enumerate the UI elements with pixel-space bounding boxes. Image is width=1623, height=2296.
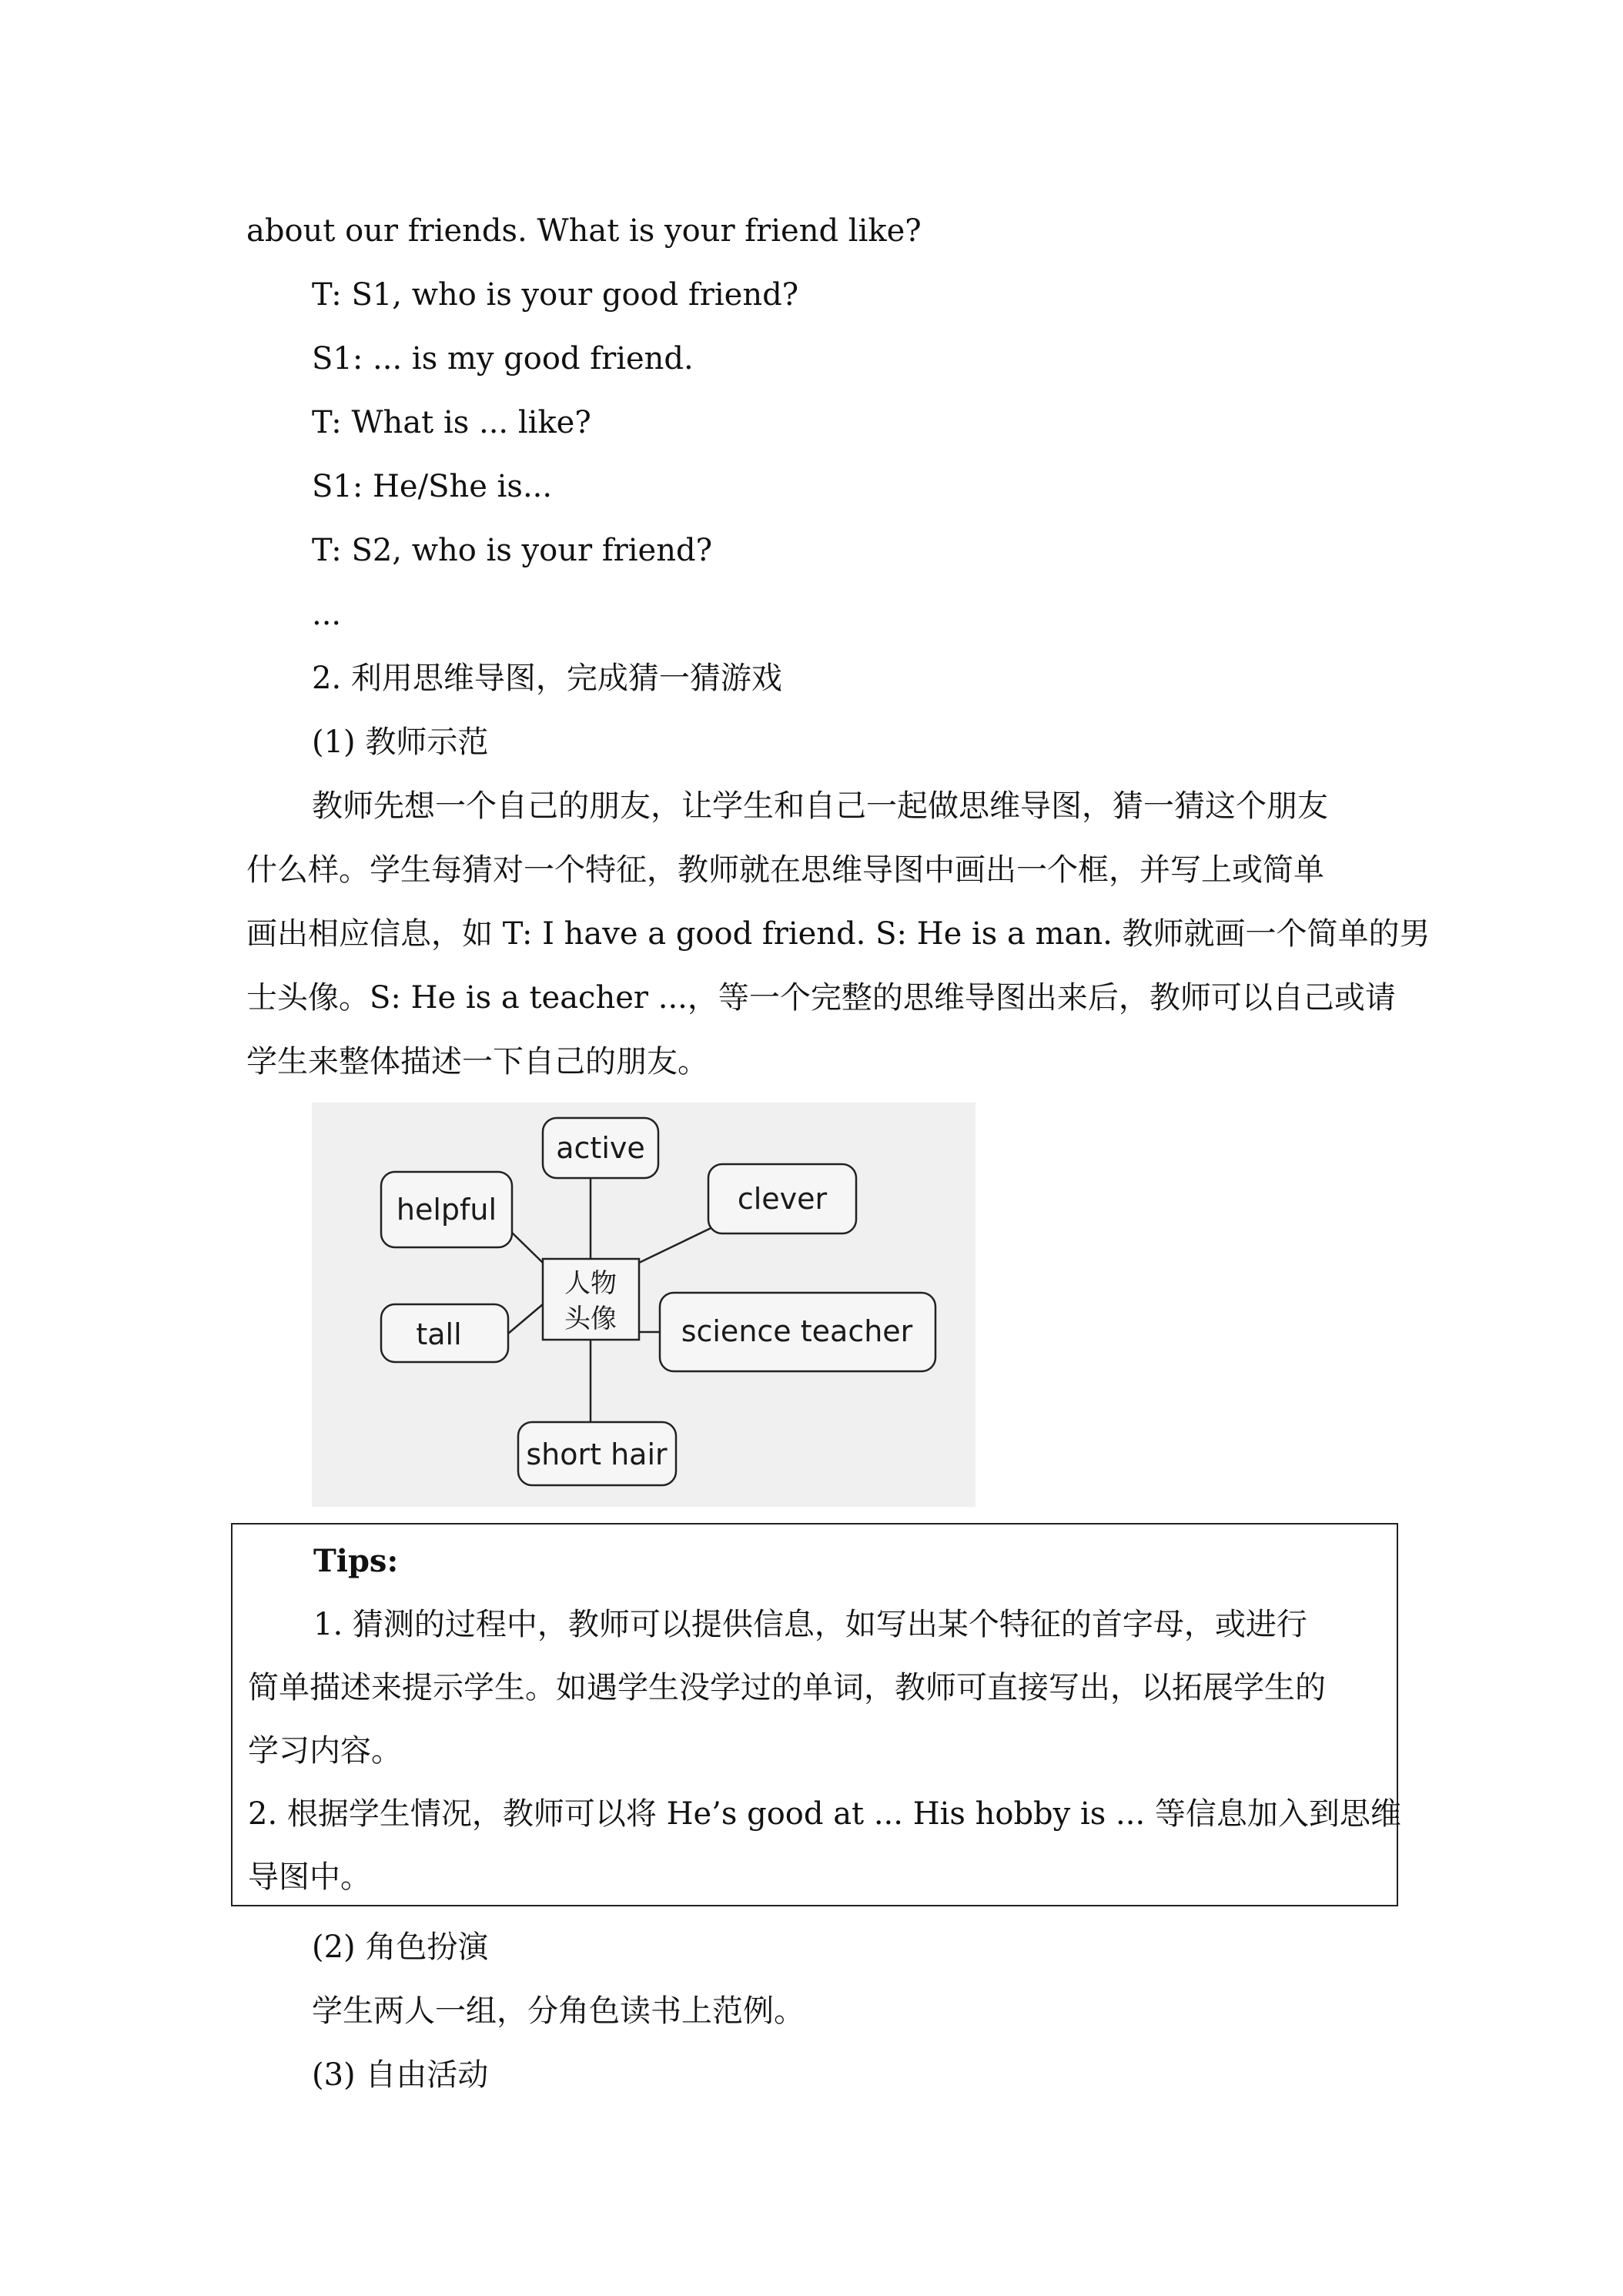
dialogue-line: S1: He/She is... [312,469,553,504]
paragraph-line: 什么样。学生每猜对一个特征，教师就在思维导图中画出一个框，并写上或简单 [246,852,1324,888]
node-science-teacher: science teacher [681,1314,913,1348]
center-label-line1: 人物 [564,1268,617,1299]
subsection-heading: (3) 自由活动 [312,2057,489,2093]
center-label-line2: 头像 [564,1304,617,1334]
paragraph-line: 教师先想一个自己的朋友，让学生和自己一起做思维导图，猜一猜这个朋友 [312,788,1328,824]
subsection-heading: (2) 角色扮演 [312,1930,489,1965]
tips-title: Tips: [313,1543,399,1579]
connector-line [508,1304,543,1334]
tips-line: 学习内容。 [248,1733,402,1769]
paragraph-line: 画出相应信息，如 T: I have a good friend. S: He is a man. 教师就画一个简单的男 [246,916,1431,952]
tips-line: 简单描述来提示学生。如遇学生没学过的单词，教师可直接写出，以拓展学生的 [248,1670,1326,1705]
dialogue-line: T: S1, who is your good friend? [312,277,799,313]
mind-map-diagram [312,1103,975,1507]
tips-line: 2. 根据学生情况，教师可以将 He’s good at ... His hobby is ... 等信息加入到思维 [248,1796,1401,1832]
node-clever: clever [737,1182,828,1216]
section-heading: 2. 利用思维导图，完成猜一猜游戏 [312,661,782,696]
connector-line [511,1232,543,1263]
text-line: about our friends. What is your friend like? [246,213,922,249]
paragraph-line: 士头像。S: He is a teacher ...，等一个完整的思维导图出来后，教师可以自己或请 [246,980,1396,1016]
subsection-heading: (1) 教师示范 [312,725,489,760]
dialogue-line: T: S2, who is your friend? [312,533,713,568]
node-active: active [556,1131,645,1165]
node-tall: tall [416,1317,462,1351]
node-short-hair: short hair [526,1438,668,1471]
tips-line: 导图中。 [248,1859,371,1895]
tips-line: 1. 猜测的过程中，教师可以提供信息，如写出某个特征的首字母，或进行 [313,1607,1307,1642]
mind-map-figure [312,1103,975,1507]
dialogue-line: S1: ... is my good friend. [312,341,694,377]
paragraph-line: 学生来整体描述一下自己的朋友。 [246,1044,708,1079]
paragraph-line: 学生两人一组，分角色读书上范例。 [312,1993,805,2029]
dialogue-line: ... [312,597,342,632]
tips-box [231,1523,1401,1906]
node-helpful: helpful [396,1193,497,1227]
dialogue-line: T: What is ... like? [312,405,591,440]
